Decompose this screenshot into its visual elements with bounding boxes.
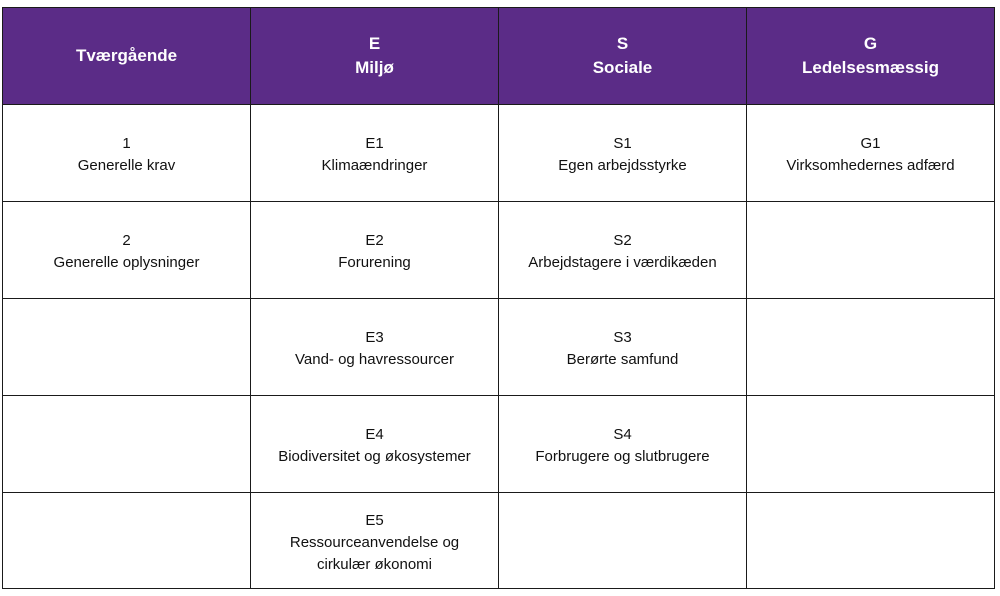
cell-code: G1 [860,135,881,152]
cell-label: Vand- og havressourcer [295,351,454,368]
standards-table [2,7,995,589]
cell-e2 [251,202,499,299]
header-cross-cutting [3,8,251,105]
cell-label: Forbrugere og slutbrugere [535,448,710,465]
cell-s4 [499,396,747,493]
cell-empty [747,396,995,493]
cell-label: Miljø [355,58,394,77]
cell-label: Forurening [338,254,411,271]
cell-code: S2 [613,232,632,249]
cell-e3 [251,299,499,396]
cell-code: E [368,34,381,53]
cell-1 [3,105,251,202]
cell-label: cirkulær økonomi [316,556,433,573]
cell-code: S3 [613,329,632,346]
cell-e5 [251,493,499,589]
cell-code: S1 [613,135,632,152]
cell-label: Ledelsesmæssig [801,58,939,77]
cell-empty [3,493,251,589]
cell-code: E3 [365,329,384,346]
cell-empty [747,202,995,299]
cell-e1 [251,105,499,202]
cell-s2 [499,202,747,299]
cell-g1 [747,105,995,202]
header-environment [251,8,499,105]
cell-empty [3,299,251,396]
cell-code: S [616,34,629,53]
cell-code: E2 [365,232,384,249]
cell-2 [3,202,251,299]
cell-s1 [499,105,747,202]
cell-empty [499,493,747,589]
header-social [499,8,747,105]
cell-code: E4 [365,426,384,443]
header-governance [747,8,995,105]
cell-code: S4 [613,426,632,443]
table-row [3,299,995,396]
cell-label: Arbejdstagere i værdikæden [528,254,717,271]
cell-label: Berørte samfund [566,351,679,368]
header-row [3,8,995,105]
cell-e4 [251,396,499,493]
cell-code: G [863,34,878,53]
cell-label: Egen arbejdsstyrke [558,157,687,174]
cell-label: Generelle oplysninger [53,254,200,271]
cell-label: Klimaændringer [321,157,428,174]
cell-label: Generelle krav [77,157,176,174]
cell-label: Ressourceanvendelse og [289,534,460,551]
cell-label: Virksomhedernes adfærd [786,157,955,174]
table-row [3,202,995,299]
table-row [3,105,995,202]
cell-code: 2 [122,232,131,249]
cell-code: E5 [365,512,384,529]
table-row [3,396,995,493]
cell-empty [3,396,251,493]
cell-label: Tværgående [75,46,178,65]
cell-empty [747,299,995,396]
cell-label: Biodiversitet og økosystemer [278,448,471,465]
table-row [3,493,995,589]
cell-code: 1 [122,135,131,152]
cell-empty [747,493,995,589]
cell-code: E1 [365,135,384,152]
cell-label: Sociale [592,58,653,77]
cell-s3 [499,299,747,396]
